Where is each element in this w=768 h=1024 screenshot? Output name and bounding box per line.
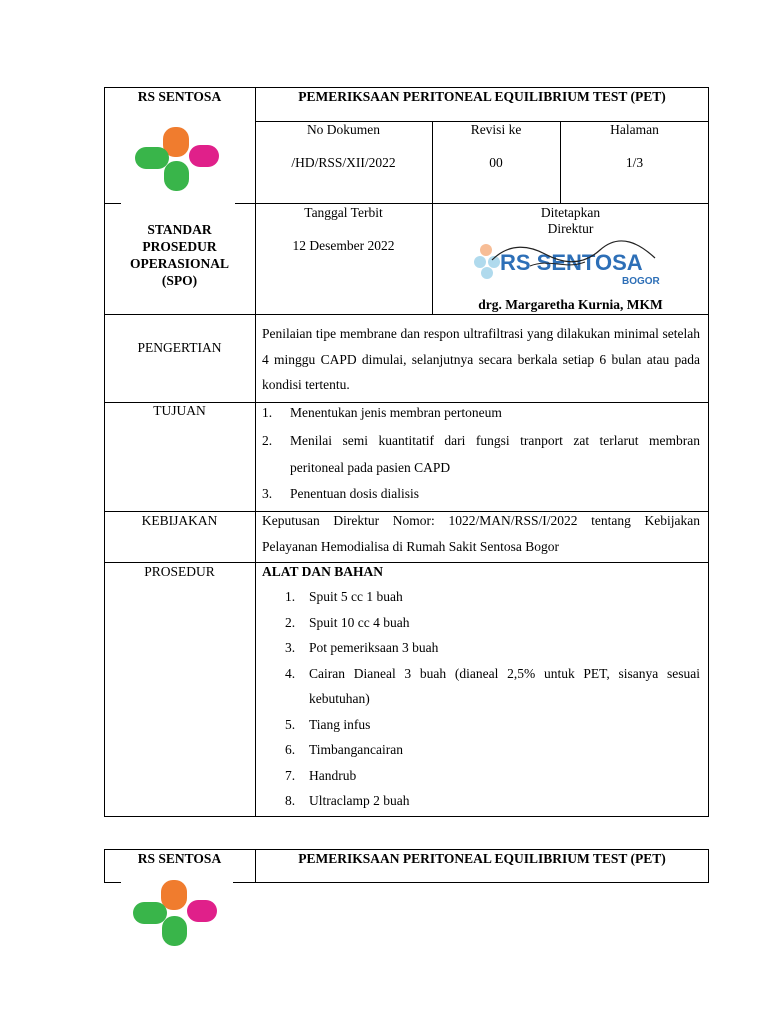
alat-text: Spuit 5 cc 1 buah xyxy=(309,589,403,604)
logo-green-petal-bottom xyxy=(162,916,187,946)
revisi-label: Revisi ke xyxy=(470,122,522,137)
tujuan-label: TUJUAN xyxy=(153,403,206,418)
tujuan-list xyxy=(262,400,700,506)
ditetapkan-label: Ditetapkan xyxy=(540,205,601,220)
spo-line-2: PROSEDUR xyxy=(142,239,217,254)
alat-text: Pot pemeriksaan 3 buah xyxy=(309,640,439,655)
alat-num: 5. xyxy=(285,716,296,732)
alat-text: Ultraclamp 2 buah xyxy=(309,793,410,808)
alat-num: 1. xyxy=(285,589,296,604)
stamp-dot-blue-3 xyxy=(481,267,493,279)
kebijakan-label: KEBIJAKAN xyxy=(141,513,218,528)
alat-num: 4. xyxy=(285,665,296,681)
logo-orange-petal xyxy=(161,880,187,910)
director-signature-stamp xyxy=(470,240,680,292)
revisi-value: 00 xyxy=(489,155,503,170)
tujuan-item xyxy=(262,481,700,507)
tujuan-num: 2. xyxy=(262,432,273,448)
alat-text: Tiang infus xyxy=(309,716,371,732)
spo-line-3: OPERASIONAL xyxy=(129,256,229,271)
alat-text: Spuit 10 cc 4 buah xyxy=(309,614,410,630)
stamp-sub: BOGOR xyxy=(622,276,660,287)
hospital-logo xyxy=(134,125,220,193)
halaman-value: 1/3 xyxy=(625,155,644,170)
alat-text: Timbangancairan xyxy=(309,742,403,757)
tanggal-label: Tanggal Terbit xyxy=(304,205,383,220)
alat-item xyxy=(285,737,700,763)
tujuan-item xyxy=(262,400,700,426)
logo-magenta-petal xyxy=(187,900,217,922)
alat-num: 2. xyxy=(285,614,296,630)
stamp-dot-blue-1 xyxy=(474,256,486,268)
alat-num: 8. xyxy=(285,793,296,808)
logo-green-petal-left xyxy=(133,902,167,924)
alat-num: 3. xyxy=(285,640,296,655)
direktur-label: Direktur xyxy=(547,221,594,236)
alat-item xyxy=(285,661,700,712)
column-divider xyxy=(255,87,256,817)
pengertian-label: PENGERTIAN xyxy=(137,340,222,355)
page2-org-name: RS SENTOSA xyxy=(137,851,222,866)
signatory-name: drg. Margaretha Kurnia, MKM xyxy=(478,297,663,312)
tujuan-item xyxy=(262,427,700,481)
org-name: RS SENTOSA xyxy=(137,89,222,104)
alat-num: 6. xyxy=(285,742,296,757)
no-dokumen-label: No Dokumen xyxy=(306,122,381,137)
stamp-dot-orange xyxy=(480,244,492,256)
page2-top-line xyxy=(104,849,709,850)
alat-num: 7. xyxy=(285,767,296,783)
alat-item xyxy=(285,788,700,814)
spo-line-1: STANDAR xyxy=(147,222,212,237)
logo-magenta-petal xyxy=(189,145,219,167)
alat-item xyxy=(285,712,700,738)
tujuan-text: Penentuan dosis dialisis xyxy=(290,485,419,501)
alat-item xyxy=(285,610,700,636)
alat-title: ALAT DAN BAHAN xyxy=(262,564,384,579)
prosedur-label: PROSEDUR xyxy=(144,564,215,579)
tujuan-text: Menentukan jenis membran pertoneum xyxy=(290,405,502,420)
logo-green-petal-bottom xyxy=(164,161,189,191)
tanggal-value: 12 Desember 2022 xyxy=(292,238,395,253)
logo-green-petal-left xyxy=(135,147,169,169)
alat-text: Handrub xyxy=(309,767,357,783)
alat-item xyxy=(285,635,700,661)
document-title: PEMERIKSAAN PERITONEAL EQUILIBRIUM TEST (PET) xyxy=(298,89,666,104)
pengertian-text: Penilaian tipe membrane dan respon ultrafiltrasi yang dilakukan minimal setelah 4 minggu CAPD dimulai, selanjutnya secara berkala setiap 6 bulan atau pada kondisi tertentu. xyxy=(262,326,700,392)
page2-bottom-line-left xyxy=(104,882,121,883)
header-bottom-line xyxy=(104,314,709,315)
halaman-label: Halaman xyxy=(610,122,659,137)
page2-bottom-line-mid xyxy=(233,882,709,883)
tujuan-text: Menilai semi kuantitatif dari fungsi tranport zat terlarut membran peritoneal pada pasien CAPD xyxy=(290,432,700,475)
alat-item xyxy=(285,763,700,789)
alat-list xyxy=(285,584,700,814)
kebijakan-bottom-line xyxy=(104,562,709,563)
logo-cell-divider-left xyxy=(104,203,121,204)
stamp-text: RS SENTOSA xyxy=(500,250,643,275)
no-dokumen-value: /HD/RSS/XII/2022 xyxy=(291,155,396,170)
doc-row-divider xyxy=(255,203,709,204)
page2-document-title: PEMERIKSAAN PERITONEAL EQUILIBRIUM TEST (PET) xyxy=(298,851,666,866)
alat-text: Cairan Dianeal 3 buah (dianeal 2,5% untuk PET, sisanya sesuai kebutuhan) xyxy=(309,665,700,706)
tujuan-num: 3. xyxy=(262,485,273,501)
alat-item xyxy=(285,584,700,610)
tujuan-num: 1. xyxy=(262,405,273,420)
kebijakan-text: Keputusan Direktur Nomor: 1022/MAN/RSS/I/2022 tentang Kebijakan Pelayanan Hemodialisa di Rumah Sakit Sentosa Bogor xyxy=(262,513,700,554)
spo-label xyxy=(104,221,255,289)
logo-cell-divider-right xyxy=(235,203,255,204)
spo-line-4: (SPO) xyxy=(161,273,198,288)
page2-hospital-logo xyxy=(132,879,218,947)
